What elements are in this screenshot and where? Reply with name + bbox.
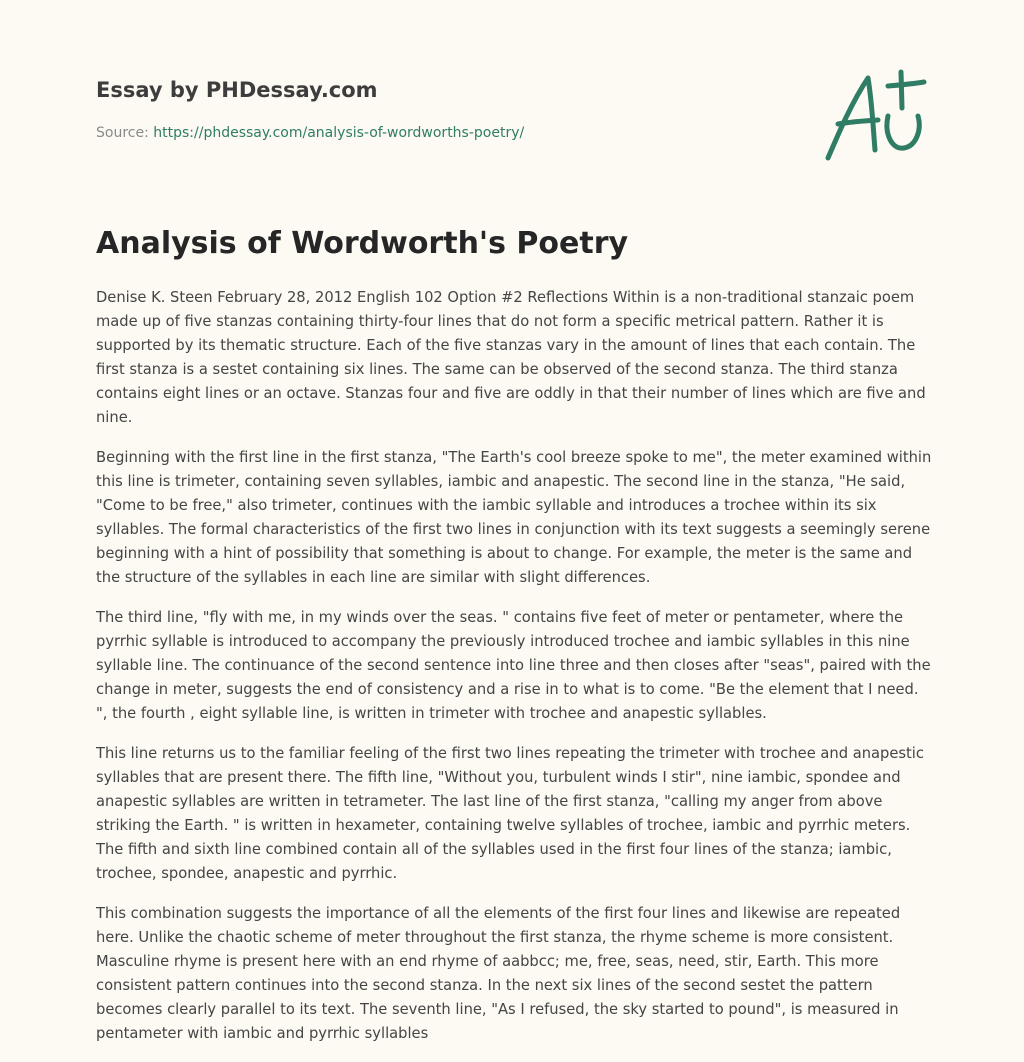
essay-paragraph: Denise K. Steen February 28, 2012 English 102 Option #2 Reflections Within is a non-traditional stanzaic poem made up of five stanzas containing thirty-four lines that do not form a specific metrical pattern. Rather it is supported by its thematic structure. Each of the five stanzas vary in the amount of lines that each contain. The first stanza is a sestet containing six lines. The same can be observed of the second stanza. The third stanza contains eight lines or an octave. Stanzas four and five are oddly in that their number of lines which are five and nine.: [96, 289, 926, 426]
essay-body: [96, 286, 932, 1062]
source-label: Source:: [96, 125, 149, 141]
essay-paragraph: The third line, "fly with me, in my winds over the seas. " contains five feet of meter or pentameter, where the pyrrhic syllable is introduced to accompany the previously introduced trochee and iambic syllables in this nine syllable line. The continuance of the second sentence into line three and then closes after "seas", paired with the change in meter, suggests the end of consistency and a rise in to what is to come. "Be the element that I need. ", the fourth , eight syllable line, is written in trimeter with trochee and anapestic syllables.: [96, 609, 931, 722]
essay-paragraph: Beginning with the first line in the first stanza, "The Earth's cool breeze spoke to me", the meter examined within this line is trimeter, containing seven syllables, iambic and anapestic. The second line in the stanza, "He said, "Come to be free," also trimeter, continues with the iambic syllable and introduces a trochee within its six syllables. The formal characteristics of the first two lines in conjunction with its text suggests a seemingly serene beginning with a hint of possibility that something is about to change. For example, the meter is the same and the structure of the syllables in each line are similar with slight differences.: [96, 449, 932, 586]
source-line: [96, 123, 524, 143]
essay-title: Analysis of Wordworth's Poetry: [96, 226, 629, 261]
source-link[interactable]: https://phdessay.com/analysis-of-wordworths-poetry/: [153, 125, 525, 141]
a-plus-logo-icon: [818, 64, 930, 168]
essay-paragraph: This line returns us to the familiar feeling of the first two lines repeating the trimeter with trochee and anapestic syllables that are present there. The fifth line, "Without you, turbulent winds I stir", nine iambic, spondee and anapestic syllables are written in tetrameter. The last line of the first stanza, "calling my anger from above striking the Earth. " is written in hexameter, containing twelve syllables of trochee, iambic and pyrrhic meters. The fifth and sixth line combined contain all of the syllables used in the first four lines of the stanza; iambic, trochee, spondee, anapestic and pyrrhic.: [96, 745, 924, 882]
site-title: Essay by PHDessay.com: [96, 78, 378, 102]
essay-paragraph: This combination suggests the importance of all the elements of the first four lines and likewise are repeated here. Unlike the chaotic scheme of meter throughout the first stanza, the rhyme scheme is more consistent. Masculine rhyme is present here with an end rhyme of aabbcc; me, free, seas, need, stir, Earth. This more consistent pattern continues into the second stanza. In the next six lines of the second sestet the pattern becomes clearly parallel to its text. The seventh line, "As I refused, the sky started to pound", is measured in pentameter with iambic and pyrrhic syllables: [96, 905, 901, 1042]
